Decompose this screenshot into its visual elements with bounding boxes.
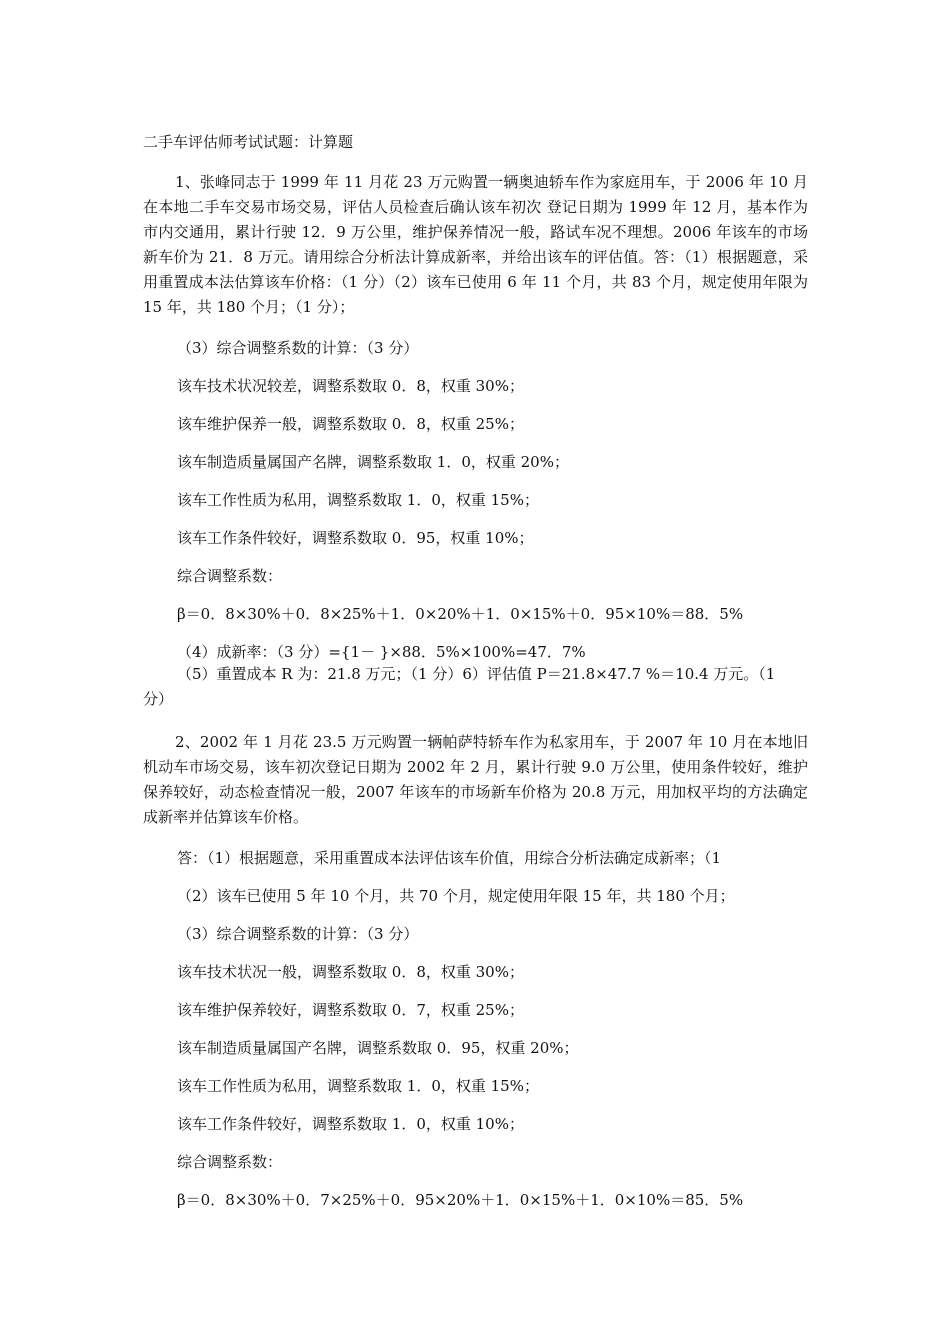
q2-step2: （2）该车已使用 5 年 10 个月，共 70 个月，规定使用年限 15 年，共 180 个月； <box>177 887 735 905</box>
q2-item-1: 该车技术状况一般，调整系数取 0．8，权重 30%； <box>177 963 524 981</box>
q1-item-5: 该车工作条件较好，调整系数取 0．95，权重 10%； <box>177 529 534 547</box>
q1-step5-line1: （5）重置成本 R 为：21.8 万元；（1 分）6）评估值 P＝21.8×47.7 %＝10.4 万元。（1 <box>177 665 776 683</box>
q1-item-1: 该车技术状况较差，调整系数取 0．8，权重 30%； <box>177 377 524 395</box>
document-title: 二手车评估师考试试题：计算题 <box>143 133 354 151</box>
q1-step4: （4）成新率：（3 分）={1－ }×88．5%×100%=47．7% <box>177 643 586 661</box>
q1-coef-label: 综合调整系数： <box>177 567 283 585</box>
q2-intro: 2、2002 年 1 月花 23.5 万元购置一辆帕萨特轿车作为私家用车，于 2007 年 10 月在本地旧机动车市场交易，该车初次登记日期为 2002 年 2 月，累计行驶 9.0 万公里，使用条件较好，维护保养较好，动态检查情况一般，2007 年该车的市场新车价格为 20.8 万元，用加权平均的方法确定成新率并估算该车价格。 <box>143 733 808 826</box>
q1-step3: （3）综合调整系数的计算：（3 分） <box>177 339 419 357</box>
q1-step5 <box>143 662 808 712</box>
q2-coef-label: 综合调整系数： <box>177 1153 283 1171</box>
q2-item-2: 该车维护保养较好，调整系数取 0．7，权重 25%； <box>177 1001 524 1019</box>
q1-formula: β＝0．8×30%＋0．8×25%＋1．0×20%＋1．0×15%＋0．95×10%＝88．5% <box>177 605 744 623</box>
document-body <box>143 132 808 1210</box>
q2-answer: 答：（1）根据题意，采用重置成本法评估该车价值，用综合分析法确定成新率；（1 <box>177 849 722 867</box>
q2-item-3: 该车制造质量属国产名牌，调整系数取 0．95，权重 20%； <box>177 1039 579 1057</box>
q1-item-3: 该车制造质量属国产名牌，调整系数取 1．0，权重 20%； <box>177 453 569 471</box>
q1-step5-line2: 分） <box>143 690 174 708</box>
q1-item-2: 该车维护保养一般，调整系数取 0．8，权重 25%； <box>177 415 524 433</box>
q1-intro: 1、张峰同志于 1999 年 11 月花 23 万元购置一辆奥迪轿车作为家庭用车，于 2006 年 10 月在本地二手车交易市场交易，评估人员检查后确认该车初次 登记日期为 1999 年 12 月，基本作为市内交通用，累计行驶 12．9 万公里，维护保养情况一般，路试车况不理想。2006 年该车的市场新车价为 21．8 万元。请用综合分析法计算成新率，并给出该车的评估值。答：（1）根据题意，采用重置成本法估算该车价格：（1 分）（2）该车已使用 6 年 11 个月，共 83 个月，规定使用年限为 15 年，共 180 个月；（1 分）； <box>143 173 808 316</box>
q2-item-5: 该车工作条件较好，调整系数取 1．0，权重 10%； <box>177 1115 524 1133</box>
q2-formula: β＝0．8×30%＋0．7×25%＋0．95×20%＋1．0×15%＋1．0×10%＝85．5% <box>177 1191 744 1209</box>
q1-item-4: 该车工作性质为私用，调整系数取 1．0，权重 15%； <box>177 491 539 509</box>
q2-step3: （3）综合调整系数的计算：（3 分） <box>177 925 419 943</box>
q2-item-4: 该车工作性质为私用，调整系数取 1．0，权重 15%； <box>177 1077 539 1095</box>
